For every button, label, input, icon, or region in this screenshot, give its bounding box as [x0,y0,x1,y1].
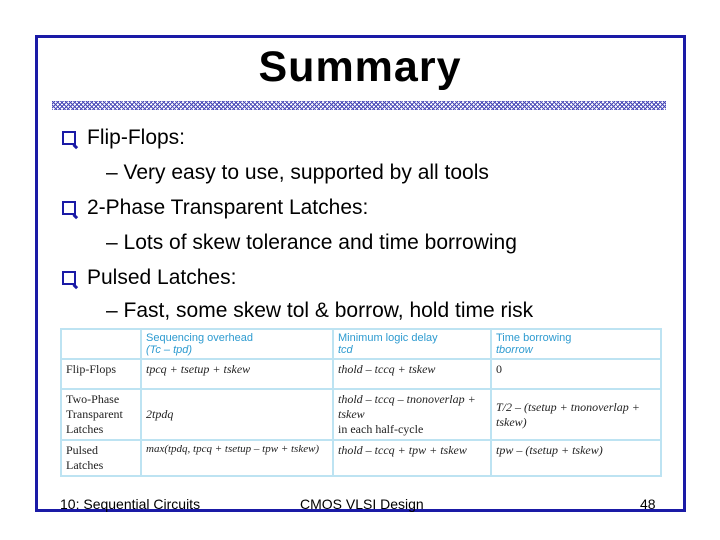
cell-borrow: 0 [491,359,661,389]
bullet-label: Pulsed Latches: [87,266,237,289]
checkbox-bullet-icon [62,201,76,215]
table-corner [61,329,141,359]
cell-mindelay: thold – tccq + tskew [333,359,491,389]
page-number: 48 [640,496,656,512]
bullet-flip-flops [62,126,185,150]
cell-mindelay: thold – tccq – tnonoverlap + tskew in each half-cycle [333,389,491,440]
table-row [61,440,661,476]
row-name: Pulsed Latches [61,440,141,476]
bullet-sub: – Fast, some skew tol & borrow, hold time risk [106,299,534,322]
table-header: Sequencing overhead (Tc – tpd) [141,329,333,359]
bullet-label: 2-Phase Transparent Latches: [87,196,369,219]
sequencing-comparison-table [60,328,662,477]
bullet-sub: – Very easy to use, supported by all tools [106,161,489,184]
row-name: Flip-Flops [61,359,141,389]
bullet-sub: – Lots of skew tolerance and time borrowing [106,231,517,254]
cell-overhead: tpcq + tsetup + tskew [141,359,333,389]
row-name: Two-Phase Transparent Latches [61,389,141,440]
footer-course: 10: Sequential Circuits [60,496,201,512]
table-row [61,389,661,440]
cell-borrow: tpw – (tsetup + tskew) [491,440,661,476]
cell-overhead: 2tpdq [141,389,333,440]
table-header: Minimum logic delay tcd [333,329,491,359]
bullet-pulsed-latches [62,266,236,290]
bullet-label: Flip-Flops: [87,126,186,149]
checkbox-bullet-icon [62,131,76,145]
cell-borrow: T/2 – (tsetup + tnonoverlap + tskew) [491,389,661,440]
footer-center: CMOS VLSI Design [300,496,424,512]
checkbox-bullet-icon [62,271,76,285]
cell-mindelay: thold – tccq + tpw + tskew [333,440,491,476]
table-row [61,359,661,389]
bullet-2-phase-latches [62,196,368,220]
slide-title: Summary [258,43,462,91]
table-header-row [61,329,661,359]
title-divider [52,101,666,110]
cell-overhead: max(tpdq, tpcq + tsetup – tpw + tskew) [141,440,333,476]
table-header: Time borrowing tborrow [491,329,661,359]
